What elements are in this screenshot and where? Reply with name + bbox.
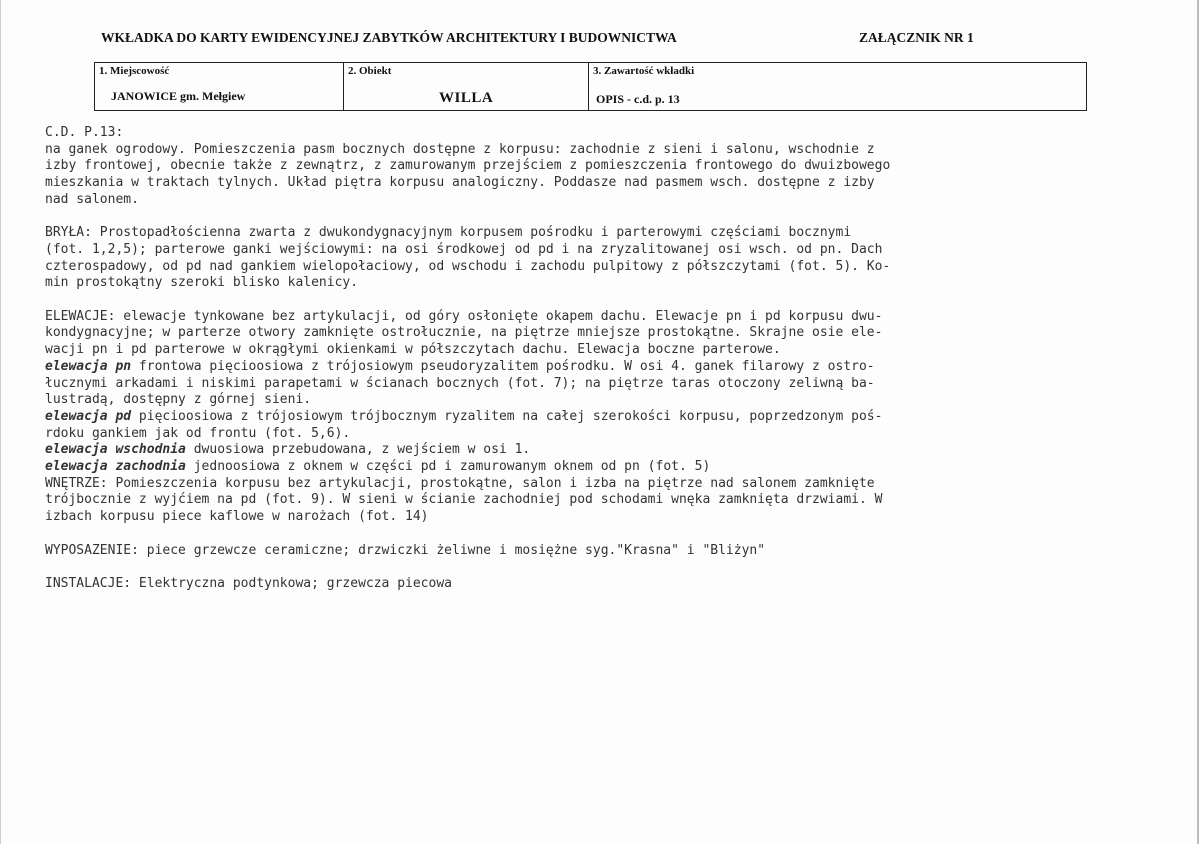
cell-obiekt — [343, 63, 589, 110]
text-line: WNĘTRZE: Pomieszczenia korpusu bez artykulacji, prostokątne, salon i izba na piętrze nad salonem zamknięte — [45, 475, 875, 491]
text-line: łucznymi arkadami i niskimi parapetami w ścianach bocznych (fot. 7); na piętrze taras otoczony zeliwną ba- — [45, 375, 875, 391]
text-line: nad salonem. — [45, 191, 139, 207]
text-line — [45, 359, 1155, 376]
text-line: mieszkania w traktach tylnych. Układ piętra korpusu analogiczny. Poddasze nad pasmem wsch. dostępne z izby — [45, 175, 875, 191]
description-text — [45, 125, 1155, 593]
section-label: elewacja wschodnia — [45, 442, 186, 458]
text-line — [45, 459, 1155, 476]
section-label: elewacja pn — [45, 358, 132, 374]
text-line: C.D. P.13: — [45, 125, 124, 140]
paragraph-gap — [45, 292, 1155, 309]
obiekt-value: WILLA — [439, 90, 494, 106]
text-line: czterospadowy, od pd nad gankiem wielopołaciowy, od wschodu i zachodu pulpitowy z półszczytami (fot. 5). Ko- — [45, 258, 891, 274]
text-line: wacji pn i pd parterowe w okrągłymi okienkami w półszczytach dachu. Elewacja boczne parterowe. — [45, 342, 781, 358]
form-title: WKŁADKA DO KARTY EWIDENCYJNEJ ZABYTKÓW ARCHITEKTURY I BUDOWNICTWA — [101, 30, 677, 45]
attachment-number: ZAŁĄCZNIK NR 1 — [859, 30, 974, 45]
paragraph-gap — [45, 559, 1155, 576]
text-line — [45, 409, 1155, 426]
line-text: dwuosiowa przebudowana, z wejściem w osi 1. — [185, 442, 531, 458]
miejscowosc-label: 1. Miejscowość — [99, 65, 170, 77]
line-text: pięcioosiowa z trójosiowym trójbocznym ryzalitem na całej szerokości korpusu, poprzedzonym poś- — [131, 408, 883, 424]
text-line: ELEWACJE: elewacje tynkowane bez artykulacji, od góry osłonięte okapem dachu. Elewacje pn i pd korpusu dwu- — [45, 308, 883, 324]
zawartosc-label: 3. Zawartość wkładki — [593, 65, 695, 77]
text-line: lustradą, dostępny z górnej sieni. — [45, 392, 312, 408]
paragraph-gap — [45, 209, 1155, 226]
text-line: min prostokątny szeroki blisko kalenicy. — [45, 275, 359, 291]
section-label: elewacja pd — [45, 408, 132, 424]
text-line: na ganek ogrodowy. Pomieszczenia pasm bocznych dostępne z korpusu: zachodnie z sieni i salonu, wschodnie z — [45, 141, 875, 157]
cell-zawartosc — [588, 63, 1087, 110]
line-text: frontowa pięcioosiowa z trójosiowym pseudoryzalitem pośrodku. W osi 4. ganek filarowy z ostro- — [131, 358, 875, 374]
text-line: (fot. 1,2,5); parterowe ganki wejściowymi: na osi środkowej od pd i na zryzalitowanej osi wsch. od pn. Dach — [45, 241, 883, 257]
cell-miejscowosc — [95, 63, 343, 110]
miejscowosc-value: JANOWICE gm. Mełgiew — [111, 89, 246, 103]
zawartosc-value: OPIS - c.d. p. 13 — [596, 92, 680, 106]
text-line: INSTALACJE: Elektryczna podtynkowa; grzewcza piecowa — [45, 575, 452, 591]
text-line: WYPOSAZENIE: piece grzewcze ceramiczne; drzwiczki żeliwne i mosiężne syg."Krasna" i "Bliżyn" — [45, 542, 766, 558]
text-line: trójbocznie z wyjćiem na pd (fot. 9). W sieni w ścianie zachodniej pod schodami wnęka zamknięta drzwiami. W — [45, 492, 883, 508]
text-line: kondygnacyjne; w parterze otwory zamknięte ostrołucznie, na piętrze mniejsze prostokątne. Skrajne osie ele- — [45, 325, 883, 341]
text-line: BRYŁA: Prostopadłościenna zwarta z dwukondygnacyjnym korpusem pośrodku i parterowymi częściami bocznymi — [45, 225, 852, 241]
text-line: rdoku gankiem jak od frontu (fot. 5,6). — [45, 425, 351, 441]
text-line: izby frontowej, obecnie także z zewnątrz, z zamurowanym przejściem z pomieszczenia frontowego do dwuizbowego — [45, 158, 891, 174]
header-table — [94, 62, 1087, 111]
text-line — [45, 442, 1155, 459]
obiekt-label: 2. Obiekt — [348, 65, 392, 77]
text-line: izbach korpusu piece kaflowe w narożach (fot. 14) — [45, 509, 429, 525]
section-label: elewacja zachodnia — [45, 459, 186, 475]
line-text: jednoosiowa z oknem w części pd i zamurowanym oknem od pn (fot. 5) — [185, 459, 711, 475]
paragraph-gap — [45, 526, 1155, 543]
